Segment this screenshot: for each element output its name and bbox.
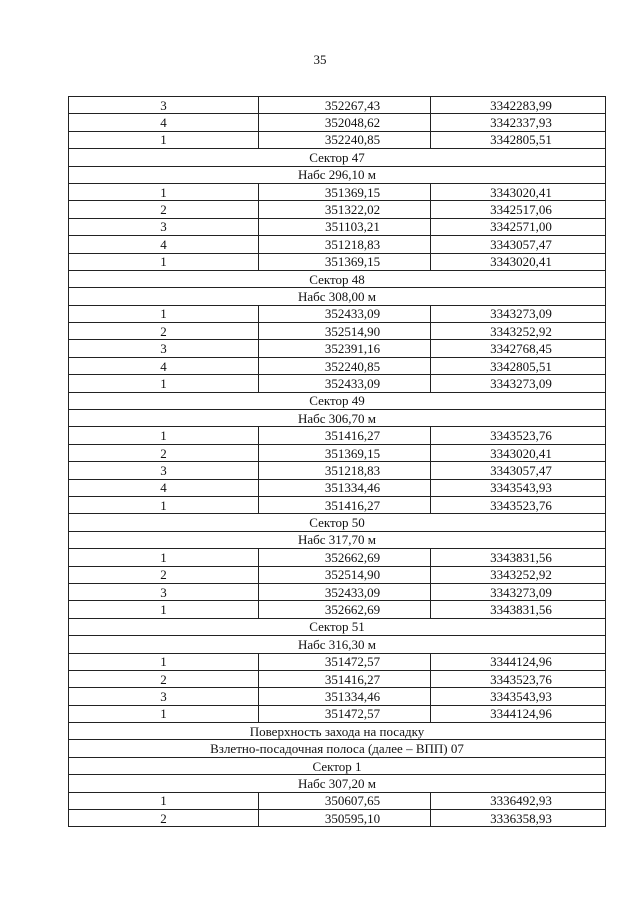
- x-coordinate-cell: 350607,65: [259, 792, 431, 809]
- x-coordinate-cell: 351472,57: [259, 705, 431, 722]
- point-number-cell: 3: [69, 340, 259, 357]
- section-header-cell: Набс 317,70 м: [69, 531, 606, 548]
- point-row: [69, 357, 606, 374]
- x-coordinate-cell: 351334,46: [259, 688, 431, 705]
- section-header-cell: Сектор 49: [69, 392, 606, 409]
- x-coordinate-cell: 352433,09: [259, 305, 431, 322]
- section-header-row: [69, 149, 606, 166]
- y-coordinate-cell: 3342768,45: [431, 340, 606, 357]
- x-coordinate-cell: 351103,21: [259, 218, 431, 235]
- point-row: [69, 549, 606, 566]
- y-coordinate-cell: 3343020,41: [431, 253, 606, 270]
- section-header-cell: Сектор 50: [69, 514, 606, 531]
- y-coordinate-cell: 3344124,96: [431, 653, 606, 670]
- coordinates-table: [68, 96, 606, 827]
- point-number-cell: 1: [69, 427, 259, 444]
- section-header-cell: Сектор 1: [69, 757, 606, 774]
- x-coordinate-cell: 352662,69: [259, 549, 431, 566]
- point-number-cell: 1: [69, 183, 259, 200]
- x-coordinate-cell: 351416,27: [259, 670, 431, 687]
- section-header-row: [69, 514, 606, 531]
- x-coordinate-cell: 351334,46: [259, 479, 431, 496]
- y-coordinate-cell: 3342337,93: [431, 114, 606, 131]
- point-row: [69, 114, 606, 131]
- section-header-row: [69, 166, 606, 183]
- point-number-cell: 3: [69, 97, 259, 114]
- point-number-cell: 1: [69, 653, 259, 670]
- section-header-row: [69, 410, 606, 427]
- y-coordinate-cell: 3343252,92: [431, 566, 606, 583]
- point-number-cell: 1: [69, 496, 259, 513]
- page-number: 35: [313, 52, 327, 67]
- section-header-cell: Поверхность захода на посадку: [69, 723, 606, 740]
- y-coordinate-cell: 3343831,56: [431, 549, 606, 566]
- y-coordinate-cell: 3343273,09: [431, 583, 606, 600]
- point-row: [69, 566, 606, 583]
- y-coordinate-cell: 3343543,93: [431, 688, 606, 705]
- x-coordinate-cell: 351369,15: [259, 444, 431, 461]
- x-coordinate-cell: 352391,16: [259, 340, 431, 357]
- section-header-cell: Набс 306,70 м: [69, 410, 606, 427]
- section-header-cell: Сектор 51: [69, 618, 606, 635]
- section-header-cell: Набс 308,00 м: [69, 288, 606, 305]
- point-row: [69, 688, 606, 705]
- x-coordinate-cell: 352433,09: [259, 583, 431, 600]
- point-row: [69, 340, 606, 357]
- point-number-cell: 2: [69, 810, 259, 827]
- section-header-cell: Набс 296,10 м: [69, 166, 606, 183]
- x-coordinate-cell: 352662,69: [259, 601, 431, 618]
- point-row: [69, 236, 606, 253]
- point-row: [69, 792, 606, 809]
- point-row: [69, 444, 606, 461]
- x-coordinate-cell: 352048,62: [259, 114, 431, 131]
- point-row: [69, 583, 606, 600]
- coordinates-table-body: [69, 97, 606, 827]
- point-row: [69, 218, 606, 235]
- x-coordinate-cell: 351322,02: [259, 201, 431, 218]
- point-row: [69, 810, 606, 827]
- y-coordinate-cell: 3343543,93: [431, 479, 606, 496]
- point-row: [69, 201, 606, 218]
- point-row: [69, 97, 606, 114]
- y-coordinate-cell: 3343057,47: [431, 462, 606, 479]
- section-header-cell: Сектор 47: [69, 149, 606, 166]
- point-number-cell: 3: [69, 218, 259, 235]
- point-row: [69, 305, 606, 322]
- point-row: [69, 601, 606, 618]
- y-coordinate-cell: 3343831,56: [431, 601, 606, 618]
- point-row: [69, 375, 606, 392]
- y-coordinate-cell: 3342283,99: [431, 97, 606, 114]
- y-coordinate-cell: 3343523,76: [431, 496, 606, 513]
- coordinates-table-container: [68, 96, 605, 827]
- x-coordinate-cell: 351218,83: [259, 236, 431, 253]
- section-header-row: [69, 775, 606, 792]
- y-coordinate-cell: 3343523,76: [431, 427, 606, 444]
- x-coordinate-cell: 351218,83: [259, 462, 431, 479]
- y-coordinate-cell: 3336492,93: [431, 792, 606, 809]
- y-coordinate-cell: 3343020,41: [431, 444, 606, 461]
- point-row: [69, 670, 606, 687]
- point-number-cell: 3: [69, 462, 259, 479]
- section-header-row: [69, 723, 606, 740]
- section-header-row: [69, 757, 606, 774]
- y-coordinate-cell: 3336358,93: [431, 810, 606, 827]
- y-coordinate-cell: 3342805,51: [431, 131, 606, 148]
- section-header-row: [69, 740, 606, 757]
- point-number-cell: 2: [69, 444, 259, 461]
- point-number-cell: 3: [69, 688, 259, 705]
- x-coordinate-cell: 351369,15: [259, 253, 431, 270]
- y-coordinate-cell: 3343273,09: [431, 305, 606, 322]
- point-number-cell: 1: [69, 549, 259, 566]
- point-number-cell: 4: [69, 479, 259, 496]
- point-row: [69, 183, 606, 200]
- x-coordinate-cell: 352240,85: [259, 357, 431, 374]
- section-header-row: [69, 288, 606, 305]
- section-header-row: [69, 618, 606, 635]
- section-header-row: [69, 531, 606, 548]
- x-coordinate-cell: 352514,90: [259, 323, 431, 340]
- point-number-cell: 1: [69, 305, 259, 322]
- point-number-cell: 4: [69, 357, 259, 374]
- section-header-cell: Набс 307,20 м: [69, 775, 606, 792]
- point-row: [69, 462, 606, 479]
- x-coordinate-cell: 352433,09: [259, 375, 431, 392]
- section-header-cell: Взлетно-посадочная полоса (далее – ВПП) 07: [69, 740, 606, 757]
- point-number-cell: 2: [69, 201, 259, 218]
- point-row: [69, 705, 606, 722]
- point-number-cell: 1: [69, 705, 259, 722]
- x-coordinate-cell: 351472,57: [259, 653, 431, 670]
- point-row: [69, 496, 606, 513]
- point-number-cell: 2: [69, 566, 259, 583]
- point-row: [69, 653, 606, 670]
- point-row: [69, 131, 606, 148]
- section-header-cell: Набс 316,30 м: [69, 636, 606, 653]
- x-coordinate-cell: 352240,85: [259, 131, 431, 148]
- y-coordinate-cell: 3343057,47: [431, 236, 606, 253]
- x-coordinate-cell: 352514,90: [259, 566, 431, 583]
- y-coordinate-cell: 3342517,06: [431, 201, 606, 218]
- section-header-row: [69, 636, 606, 653]
- point-row: [69, 323, 606, 340]
- x-coordinate-cell: 351416,27: [259, 427, 431, 444]
- point-number-cell: 3: [69, 583, 259, 600]
- y-coordinate-cell: 3343252,92: [431, 323, 606, 340]
- y-coordinate-cell: 3343273,09: [431, 375, 606, 392]
- x-coordinate-cell: 351369,15: [259, 183, 431, 200]
- y-coordinate-cell: 3344124,96: [431, 705, 606, 722]
- point-number-cell: 2: [69, 323, 259, 340]
- point-number-cell: 1: [69, 131, 259, 148]
- section-header-row: [69, 392, 606, 409]
- point-number-cell: 1: [69, 253, 259, 270]
- x-coordinate-cell: 351416,27: [259, 496, 431, 513]
- x-coordinate-cell: 350595,10: [259, 810, 431, 827]
- y-coordinate-cell: 3343020,41: [431, 183, 606, 200]
- section-header-row: [69, 270, 606, 287]
- point-number-cell: 4: [69, 114, 259, 131]
- y-coordinate-cell: 3342805,51: [431, 357, 606, 374]
- y-coordinate-cell: 3342571,00: [431, 218, 606, 235]
- x-coordinate-cell: 352267,43: [259, 97, 431, 114]
- point-number-cell: 1: [69, 601, 259, 618]
- point-row: [69, 427, 606, 444]
- y-coordinate-cell: 3343523,76: [431, 670, 606, 687]
- point-row: [69, 479, 606, 496]
- point-number-cell: 2: [69, 670, 259, 687]
- point-number-cell: 1: [69, 375, 259, 392]
- section-header-cell: Сектор 48: [69, 270, 606, 287]
- point-number-cell: 4: [69, 236, 259, 253]
- point-row: [69, 253, 606, 270]
- point-number-cell: 1: [69, 792, 259, 809]
